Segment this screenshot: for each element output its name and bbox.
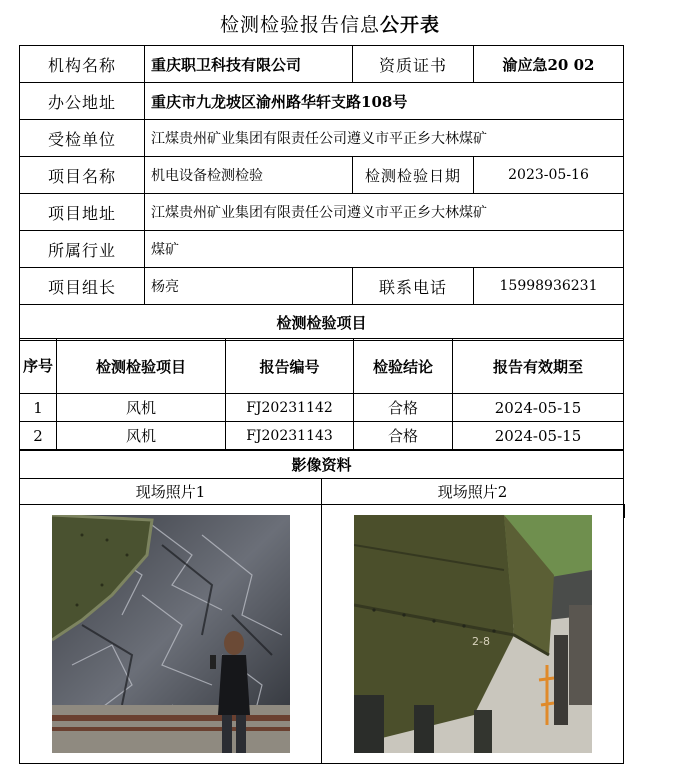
client-value: 江煤贵州矿业集团有限责任公司遵义市平正乡大林煤矿 [145, 120, 624, 157]
valid-until-cell: 2024-05-15 [453, 394, 624, 422]
phone-label: 联系电话 [353, 268, 474, 305]
row-site [20, 194, 624, 231]
photo-1-cell [20, 505, 322, 764]
seq-cell: 1 [20, 394, 57, 422]
conclusion-header: 检验结论 [354, 339, 453, 394]
project-label: 项目名称 [20, 157, 145, 194]
photo-caption-row [20, 479, 624, 505]
item-cell: 风机 [57, 422, 226, 450]
seq-cell: 2 [20, 422, 57, 450]
phone-value: 15998936231 [474, 268, 624, 305]
items-header-row [20, 339, 624, 394]
svg-text:2-8: 2-8 [471, 635, 490, 648]
seq-header: 序号 [20, 339, 57, 394]
row-project [20, 157, 624, 194]
items-section-title: 检测检验项目 [20, 305, 624, 341]
report-no-header: 报告编号 [226, 339, 354, 394]
photo-1-caption: 现场照片1 [20, 479, 322, 505]
cert-value: 渝应急20 02 [474, 46, 624, 83]
site-photo-1 [52, 515, 290, 753]
photo-2-cell [322, 505, 624, 764]
site-value: 江煤贵州矿业集团有限责任公司遵义市平正乡大林煤矿 [145, 194, 624, 231]
addr-value: 重庆市九龙坡区渝州路华轩支路108号 [145, 83, 624, 120]
site-photo-2 [354, 515, 592, 753]
leader-label: 项目组长 [20, 268, 145, 305]
industry-value: 煤矿 [145, 231, 624, 268]
report-no-cell: FJ20231142 [226, 394, 354, 422]
client-label: 受检单位 [20, 120, 145, 157]
report-no-cell: FJ20231143 [226, 422, 354, 450]
row-industry [20, 231, 624, 268]
valid-until-header: 报告有效期至 [453, 339, 624, 394]
row-org [20, 46, 624, 83]
page-title: 检测检验报告信息公开表 [219, 14, 441, 36]
site-label: 项目地址 [20, 194, 145, 231]
conclusion-cell: 合格 [354, 394, 453, 422]
cert-label: 资质证书 [353, 46, 474, 83]
media-section-title: 影像资料 [20, 451, 624, 479]
photo-row [20, 505, 624, 764]
conclusion-cell: 合格 [354, 422, 453, 450]
table-row [20, 394, 624, 422]
row-items-section [20, 305, 624, 341]
row-leader [20, 268, 624, 305]
org-value: 重庆职卫科技有限公司 [145, 46, 353, 83]
org-label: 机构名称 [20, 46, 145, 83]
date-value: 2023-05-16 [474, 157, 624, 194]
leader-value: 杨亮 [145, 268, 353, 305]
item-cell: 风机 [57, 394, 226, 422]
project-value: 机电设备检测检验 [145, 157, 353, 194]
date-label: 检测检验日期 [353, 157, 474, 194]
addr-label: 办公地址 [20, 83, 145, 120]
media-section-row [20, 451, 624, 479]
photo-2-caption: 现场照片2 [322, 479, 624, 505]
row-addr [20, 83, 624, 120]
items-table [19, 338, 624, 450]
table-row [20, 422, 624, 450]
info-table [19, 45, 624, 341]
edge-marker [624, 504, 625, 518]
industry-label: 所属行业 [20, 231, 145, 268]
item-header: 检测检验项目 [57, 339, 226, 394]
valid-until-cell: 2024-05-15 [453, 422, 624, 450]
row-client [20, 120, 624, 157]
photos-table [19, 450, 624, 764]
